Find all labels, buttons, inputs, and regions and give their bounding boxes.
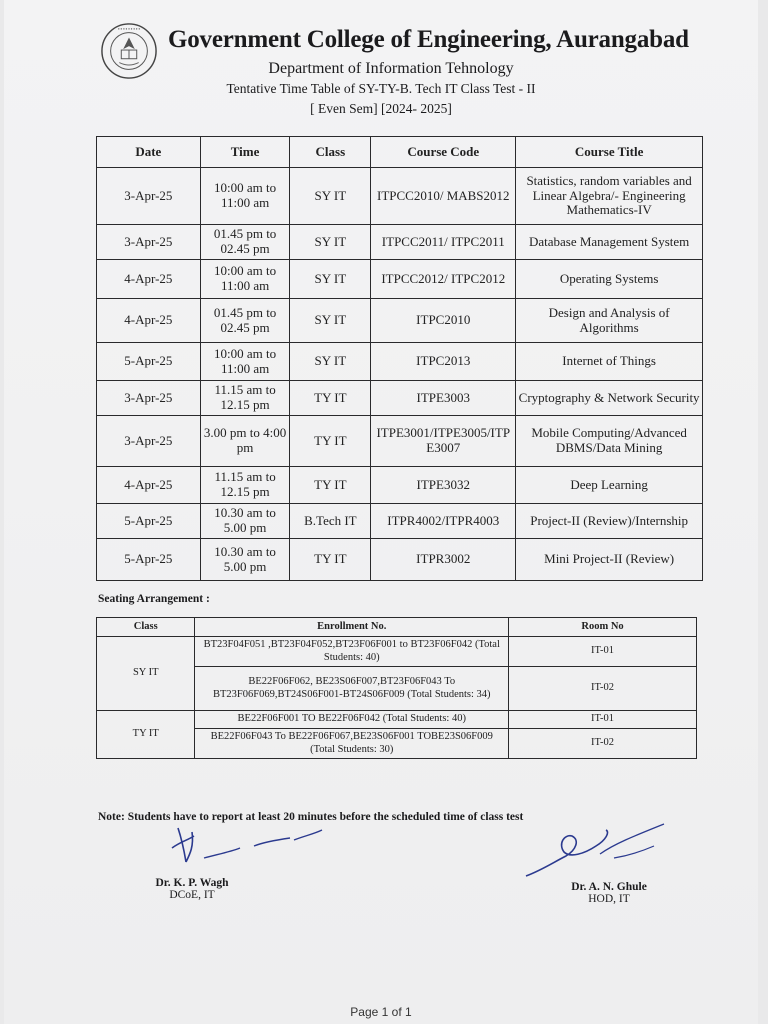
cell-class: SY IT: [290, 168, 371, 225]
table-row: [97, 260, 703, 299]
cell-date: 5-Apr-25: [97, 343, 201, 381]
cell-class: SY IT: [290, 225, 371, 260]
table-row: [97, 711, 697, 729]
signatory-right-designation: HOD, IT: [588, 893, 630, 905]
table-row: [97, 637, 697, 667]
header-enrollment: Enrollment No.: [195, 618, 509, 637]
cell-enrollment: BE22F06F001 TO BE22F06F042 (Total Students: 40): [195, 711, 509, 729]
cell-code: ITPE3001/ITPE3005/ITP E3007: [371, 416, 516, 467]
document-page: [4, 0, 758, 1024]
cell-title: Operating Systems: [516, 260, 703, 299]
signature-left: [132, 877, 252, 901]
cell-date: 4-Apr-25: [97, 299, 201, 343]
department-name: Department of Information Tehnology: [268, 60, 514, 77]
cell-code: ITPCC2011/ ITPC2011: [371, 225, 516, 260]
table-row: [97, 504, 703, 539]
signatory-left-designation: DCoE, IT: [169, 889, 215, 901]
cell-time: 01.45 pm to 02.45 pm: [200, 225, 290, 260]
cell-enrollment: BE22F06F062, BE23S06F007,BT23F06F043 To BT23F06F069,BT24S06F001-BT24S06F009 (Total Students: 34): [195, 667, 509, 711]
seating-heading: Seating Arrangement :: [98, 593, 210, 605]
cell-title: Mini Project-II (Review): [516, 539, 703, 581]
cell-date: 4-Apr-25: [97, 260, 201, 299]
header-room: Room No: [509, 618, 697, 637]
table-row: [97, 467, 703, 504]
semester-label: [ Even Sem] [2024- 2025]: [310, 101, 452, 116]
college-name: Government College of Engineering, Aurangabad: [168, 26, 689, 53]
cell-time: 11.15 am to 12.15 pm: [200, 467, 290, 504]
cell-title: Design and Analysis of Algorithms: [516, 299, 703, 343]
cell-room: IT-01: [509, 637, 697, 667]
header-course-title: Course Title: [516, 137, 703, 168]
cell-code: ITPE3032: [371, 467, 516, 504]
cell-time: 10:00 am to 11:00 am: [200, 168, 290, 225]
document-subtitle: Tentative Time Table of SY-TY-B. Tech IT Class Test - II: [226, 81, 536, 96]
table-row: [97, 299, 703, 343]
cell-room: IT-02: [509, 667, 697, 711]
header-time: Time: [200, 137, 290, 168]
cell-class: TY IT: [290, 467, 371, 504]
cell-time: 3.00 pm to 4:00 pm: [200, 416, 290, 467]
table-row: [97, 225, 703, 260]
seating-header-row: [97, 618, 697, 637]
cell-code: ITPCC2012/ ITPC2012: [371, 260, 516, 299]
cell-class: TY IT: [290, 381, 371, 416]
timetable-header-row: [97, 137, 703, 168]
cell-class: SY IT: [290, 343, 371, 381]
cell-code: ITPC2010: [371, 299, 516, 343]
cell-class: TY IT: [290, 539, 371, 581]
signature-right-icon: [514, 818, 679, 888]
cell-code: ITPR3002: [371, 539, 516, 581]
cell-date: 3-Apr-25: [97, 416, 201, 467]
cell-title: Deep Learning: [516, 467, 703, 504]
cell-code: ITPR4002/ITPR4003: [371, 504, 516, 539]
cell-class: TY IT: [97, 711, 195, 759]
cell-class: TY IT: [290, 416, 371, 467]
cell-date: 5-Apr-25: [97, 504, 201, 539]
cell-code: ITPCC2010/ MABS2012: [371, 168, 516, 225]
signature-left-icon: [164, 818, 334, 880]
cell-time: 10.30 am to 5.00 pm: [200, 539, 290, 581]
signatory-right-name: Dr. A. N. Ghule: [571, 881, 647, 893]
cell-title: Statistics, random variables and Linear Algebra/- Engineering Mathematics-IV: [516, 168, 703, 225]
cell-class: SY IT: [290, 260, 371, 299]
table-row: [97, 343, 703, 381]
seating-table: [96, 617, 697, 759]
cell-title: Project-II (Review)/Internship: [516, 504, 703, 539]
cell-date: 3-Apr-25: [97, 168, 201, 225]
cell-code: ITPE3003: [371, 381, 516, 416]
cell-date: 5-Apr-25: [97, 539, 201, 581]
cell-enrollment: BE22F06F043 To BE22F06F067,BE23S06F001 TOBE23S06F009 (Total Students: 30): [195, 729, 509, 759]
cell-title: Cryptography & Network Security: [516, 381, 703, 416]
cell-time: 10:00 am to 11:00 am: [200, 260, 290, 299]
signature-right: [544, 881, 674, 905]
signatory-left-name: Dr. K. P. Wagh: [155, 877, 229, 889]
table-row: [97, 539, 703, 581]
cell-class: SY IT: [97, 637, 195, 711]
cell-room: IT-01: [509, 711, 697, 729]
cell-room: IT-02: [509, 729, 697, 759]
cell-time: 11.15 am to 12.15 pm: [200, 381, 290, 416]
cell-enrollment: BT23F04F051 ,BT23F04F052,BT23F06F001 to BT23F06F042 (Total Students: 40): [195, 637, 509, 667]
header-course-code: Course Code: [371, 137, 516, 168]
cell-date: 3-Apr-25: [97, 225, 201, 260]
cell-class: B.Tech IT: [290, 504, 371, 539]
cell-date: 3-Apr-25: [97, 381, 201, 416]
table-row: [97, 416, 703, 467]
cell-code: ITPC2013: [371, 343, 516, 381]
page-number: Page 1 of 1: [350, 1005, 412, 1019]
timetable: [96, 136, 703, 581]
cell-time: 01.45 pm to 02.45 pm: [200, 299, 290, 343]
cell-date: 4-Apr-25: [97, 467, 201, 504]
header-class: Class: [290, 137, 371, 168]
cell-title: Internet of Things: [516, 343, 703, 381]
reporting-note: Note: Students have to report at least 20 minutes before the scheduled time of class test: [98, 811, 524, 823]
table-row: [97, 168, 703, 225]
header-date: Date: [97, 137, 201, 168]
cell-time: 10:00 am to 11:00 am: [200, 343, 290, 381]
header-class: Class: [97, 618, 195, 637]
cell-title: Mobile Computing/Advanced DBMS/Data Mining: [516, 416, 703, 467]
cell-title: Database Management System: [516, 225, 703, 260]
cell-time: 10.30 am to 5.00 pm: [200, 504, 290, 539]
cell-class: SY IT: [290, 299, 371, 343]
table-row: [97, 381, 703, 416]
svg-text:•••••••••: •••••••••: [117, 27, 141, 33]
